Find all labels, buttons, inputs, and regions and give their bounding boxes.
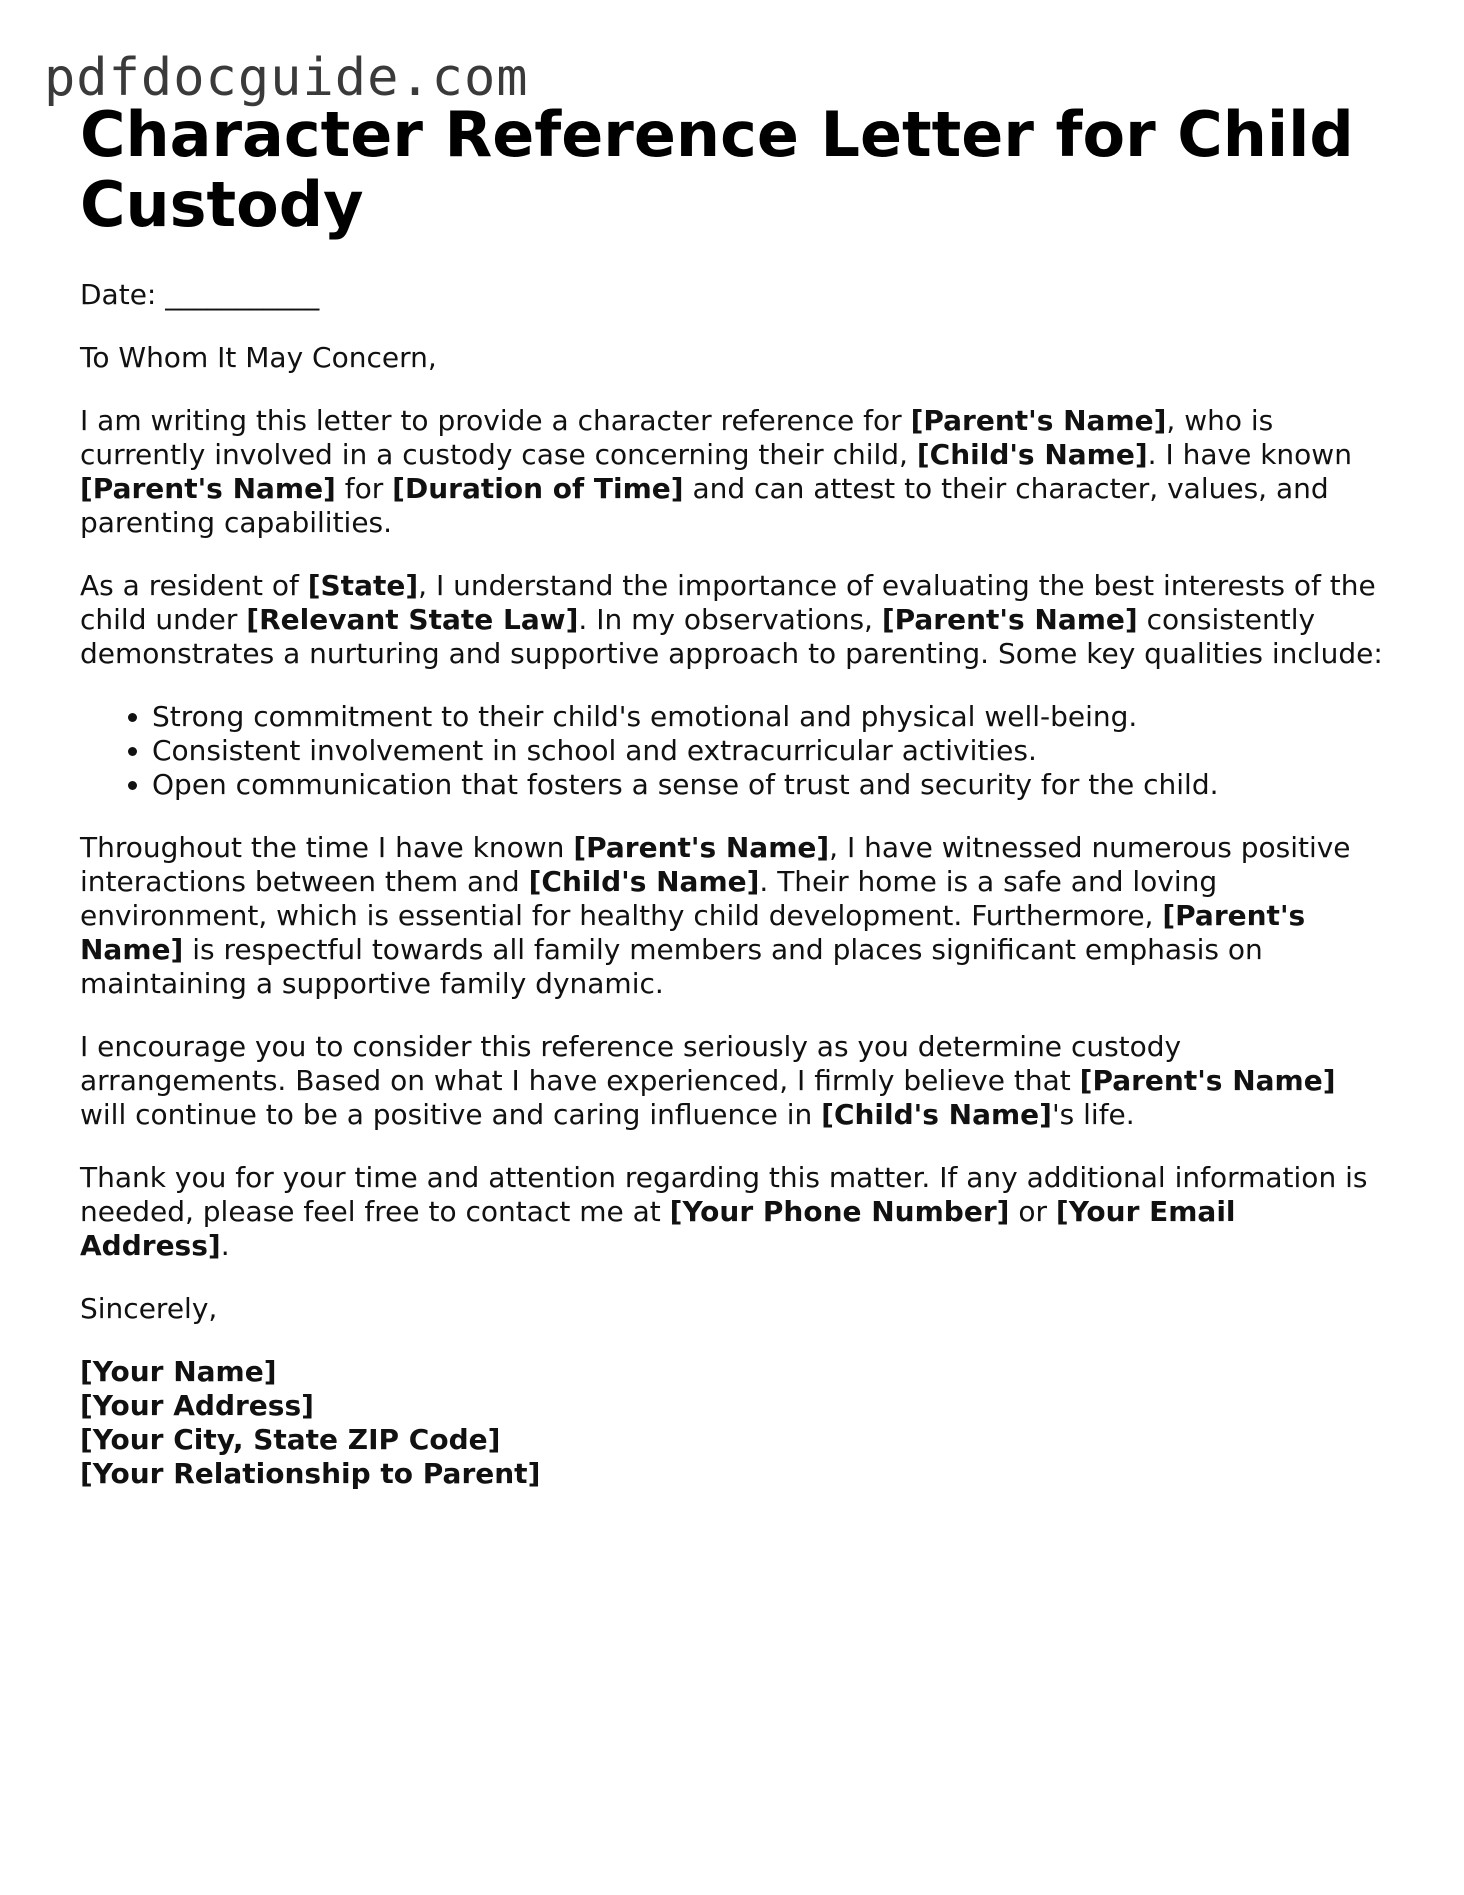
letter-page: [80, 100, 1390, 1491]
list-item: • Consistent involvement in school and extracurricular activities.: [152, 734, 1390, 768]
placeholder-child-name: [Child's Name]: [821, 1098, 1052, 1131]
watermark-text: pdfdocguide.com: [44, 48, 529, 108]
paragraph-observations: As a resident of [State], I understand the importance of evaluating the best interests of the child under [Relevant State Law]. In my observations, [Parent's Name] consistently demonstrates a nurturing and supportive approach to parenting. Some key qualities include:: [80, 569, 1383, 670]
paragraph-introduction: I am writing this letter to provide a character reference for [Parent's Name], who is currently involved in a custody case concerning their child, [Child's Name]. I have known [Parent's Name] for [Duration of Time] and can attest to their character, values, and parenting capabilities.: [80, 404, 1352, 539]
qualities-list: [80, 700, 1390, 802]
placeholder-parent-name: [Parent's Name]: [1079, 1064, 1336, 1097]
placeholder-state: [State]: [307, 569, 419, 602]
placeholder-email: [Your Email Address]: [80, 1195, 1236, 1262]
paragraph-contact: Thank you for your time and attention regarding this matter. If any additional information is needed, please feel free to contact me at [Your Phone Number] or [Your Email Address].: [80, 1161, 1368, 1262]
salutation: To Whom It May Concern,: [80, 341, 437, 374]
list-item: • Open communication that fosters a sense of trust and security for the child.: [152, 768, 1390, 802]
paragraph-interactions: Throughout the time I have known [Parent's Name], I have witnessed numerous positive interactions between them and [Child's Name]. Their home is a safe and loving environment, which is essential for healthy child development. Furthermore, [Parent's Name] is respectful towards all family members and places significant emphasis on maintaining a supportive family dynamic.: [80, 831, 1351, 1000]
placeholder-parent-name: [Parent's Name]: [80, 899, 1306, 966]
placeholder-parent-name: [Parent's Name]: [881, 603, 1138, 636]
list-item: • Strong commitment to their child's emotional and physical well-being.: [152, 700, 1390, 734]
date-line: Date: ___________: [80, 278, 320, 311]
placeholder-child-name: [Child's Name]: [528, 865, 760, 898]
placeholder-phone: [Your Phone Number]: [669, 1195, 1010, 1228]
closing: Sincerely,: [80, 1292, 218, 1325]
placeholder-child-name: [Child's Name]: [916, 438, 1148, 471]
placeholder-state-law: [Relevant State Law]: [246, 603, 579, 636]
placeholder-parent-name: [Parent's Name]: [573, 831, 830, 864]
signature-address: [Your Address]: [80, 1389, 314, 1422]
placeholder-parent-name: [Parent's Name]: [910, 404, 1167, 437]
signature-relationship: [Your Relationship to Parent]: [80, 1457, 541, 1490]
placeholder-parent-name: [Parent's Name]: [80, 472, 336, 505]
paragraph-recommendation: I encourage you to consider this reference seriously as you determine custody arrangements. Based on what I have experienced, I firmly believe that [Parent's Name] will continue to be a positive and caring influence in [Child's Name]'s life.: [80, 1030, 1336, 1131]
signature-block: [80, 1355, 1390, 1491]
page-title: Character Reference Letter for Child Custody: [80, 98, 1354, 241]
signature-city: [Your City, State ZIP Code]: [80, 1423, 501, 1456]
placeholder-duration: [Duration of Time]: [392, 472, 684, 505]
signature-name: [Your Name]: [80, 1355, 277, 1388]
